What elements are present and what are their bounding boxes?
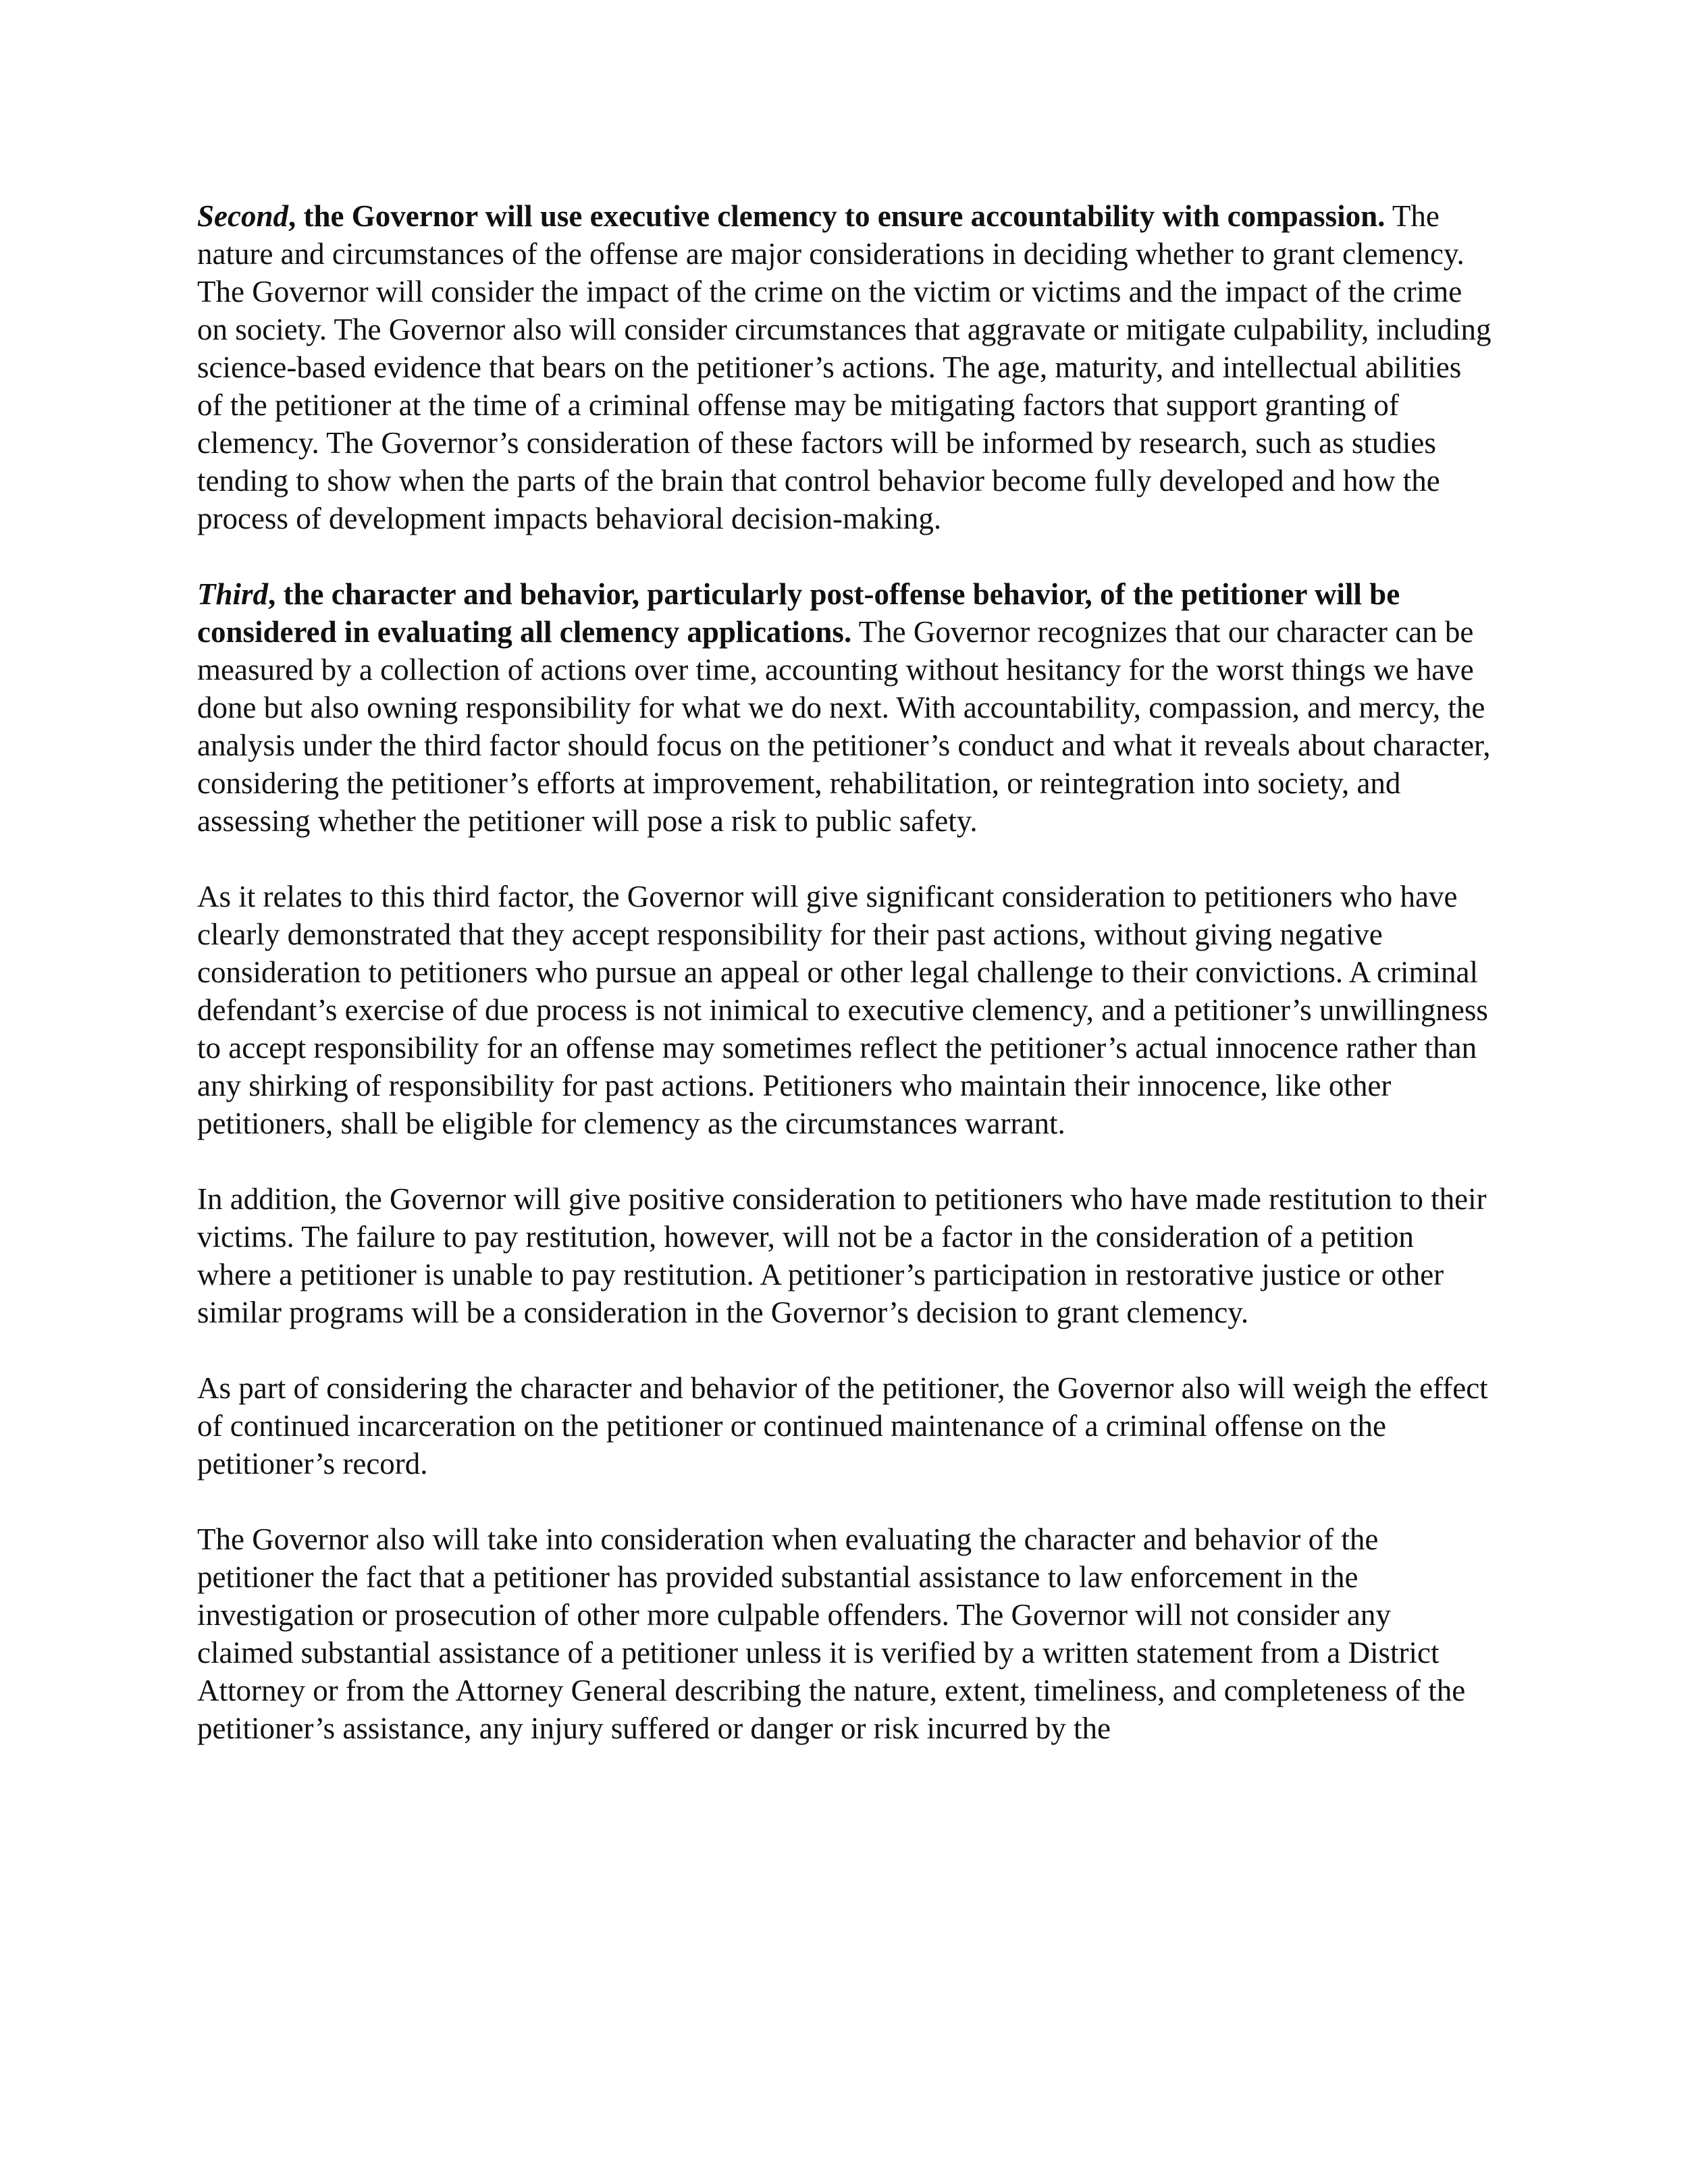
paragraph-restitution: In addition, the Governor will give positive consideration to petitioners who have made restitution to their victims. The failure to pay restitution, however, will not be a factor in the consideration of a petition where a petitioner is unable to pay restitution. A petitioner’s participation in restorative justice or other similar programs will be a consideration in the Governor’s decision to grant clemency. [197, 1182, 1487, 1329]
paragraph-body: The nature and circumstances of the offense are major considerations in deciding whether to grant clemency. The Governor will consider the impact of the crime on the victim or victims and the impact of the crime on society. The Governor also will consider circumstances that aggravate or mitigate culpability, including science-based evidence that bears on the petitioner’s actions. The age, maturity, and intellectual abilities of the petitioner at the time of a criminal offense may be mitigating factors that support granting of clemency. The Governor’s consideration of these factors will be informed by research, such as studies tending to show when the parts of the brain that control behavior become fully developed and how the process of development impacts behavioral decision-making. [197, 199, 1492, 535]
paragraph-lead-bold: , the character and behavior, particularly post-offense behavior, of the petitioner will be considered in evaluating all clemency applications. [197, 577, 1400, 649]
paragraph-lead-italic: Second [197, 199, 288, 233]
paragraph-second-factor [197, 197, 1494, 537]
paragraph-lead-italic: Third [197, 577, 269, 611]
paragraph-body: The Governor recognizes that our character can be measured by a collection of actions over time, accounting without hesitancy for the worst things we have done but also owning responsibility for what we do next. With accountability, compassion, and mercy, the analysis under the third factor should focus on the petitioner’s conduct and what it reveals about character, considering the petitioner’s efforts at improvement, rehabilitation, or reintegration into society, and assessing whether the petitioner will pose a risk to public safety. [197, 615, 1491, 838]
paragraph-lead [197, 199, 1385, 233]
paragraph-substantial-assistance: The Governor also will take into consideration when evaluating the character and behavior of the petitioner the fact that a petitioner has provided substantial assistance to law enforcement in the investigation or prosecution of other more culpable offenders. The Governor will not consider any claimed substantial assistance of a petitioner unless it is verified by a written statement from a District Attorney or from the Attorney General describing the nature, extent, timeliness, and completeness of the petitioner’s assistance, any injury suffered or danger or risk incurred by the [197, 1522, 1466, 1745]
paragraph-incarceration-effect: As part of considering the character and behavior of the petitioner, the Governor also will weigh the effect of continued incarceration on the petitioner or continued maintenance of a criminal offense on the petitioner’s record. [197, 1371, 1488, 1481]
paragraph-lead-bold: , the Governor will use executive clemency to ensure accountability with compassion. [288, 199, 1386, 233]
paragraph-third-factor [197, 575, 1494, 840]
document-page [197, 197, 1494, 1747]
paragraph-responsibility: As it relates to this third factor, the Governor will give significant consideration to petitioners who have clearly demonstrated that they accept responsibility for their past actions, without giving negative consideration to petitioners who pursue an appeal or other legal challenge to their convictions. A criminal defendant’s exercise of due process is not inimical to executive clemency, and a petitioner’s unwillingness to accept responsibility for an offense may sometimes reflect the petitioner’s actual innocence rather than any shirking of responsibility for past actions. Petitioners who maintain their innocence, like other petitioners, shall be eligible for clemency as the circumstances warrant. [197, 880, 1488, 1140]
